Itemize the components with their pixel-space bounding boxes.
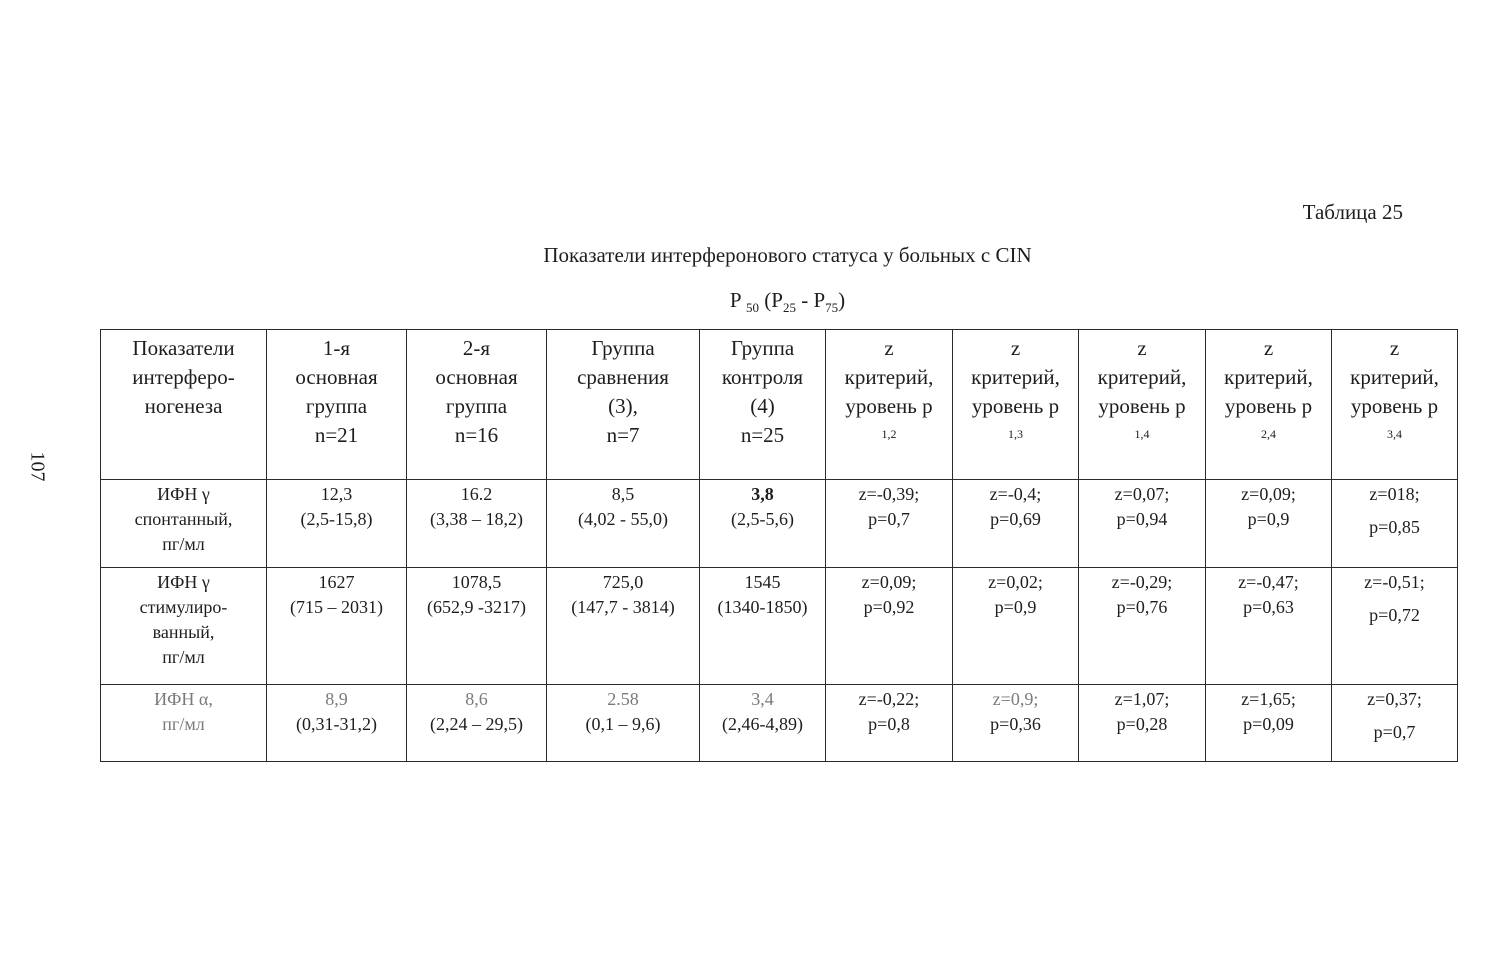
p-value: p=0,28: [1116, 714, 1168, 734]
table-label: Таблица 25: [1302, 200, 1403, 224]
median-value: 1078,5: [451, 572, 502, 592]
header-cell: [101, 330, 267, 480]
page-number: 107: [26, 451, 49, 482]
header-index: 1,2: [881, 427, 897, 441]
header-line: z: [884, 336, 894, 360]
table-title: Показатели интерферонового статуса у больных с CIN: [543, 243, 1032, 267]
header-line: уровень p: [1350, 394, 1439, 418]
median-value: 16.2: [460, 484, 493, 504]
z-value: z=0,07;: [1114, 484, 1170, 504]
header-line: n=16: [454, 423, 499, 447]
range-value: (0,31-31,2): [296, 714, 377, 734]
header-cell: [1079, 330, 1206, 480]
header-line: критерий,: [1224, 365, 1313, 389]
table-row: [101, 568, 1458, 685]
table-cell: [826, 480, 953, 568]
table-cell: [953, 685, 1079, 762]
range-value: (2,24 – 29,5): [430, 714, 523, 734]
row-label: [101, 685, 267, 762]
median-value: 2.58: [607, 689, 639, 709]
row-label-line: стимулиро-: [139, 597, 228, 617]
z-value: z=1,65;: [1241, 689, 1296, 709]
z-value: z=0,37;: [1367, 689, 1422, 709]
p-value: p=0,8: [868, 714, 910, 734]
table-cell: [953, 480, 1079, 568]
header-cell: [826, 330, 953, 480]
p-value: p=0,92: [863, 597, 915, 617]
header-line: n=7: [606, 423, 640, 447]
header-line: ногенеза: [144, 394, 223, 418]
table-cell: [1079, 568, 1206, 685]
header-line: z: [1263, 336, 1274, 360]
table-cell: [1206, 568, 1332, 685]
table-cell: [826, 568, 953, 685]
range-value: (147,7 - 3814): [571, 597, 675, 617]
range-value: (3,38 – 18,2): [430, 509, 523, 529]
z-value: z=018;: [1369, 484, 1420, 504]
median-value: 8,6: [465, 689, 488, 709]
header-line: критерий,: [971, 365, 1060, 389]
table-cell: [407, 480, 547, 568]
header-line: основная: [435, 365, 518, 389]
table-cell: [547, 685, 700, 762]
table-cell: [1206, 685, 1332, 762]
z-value: z=0,02;: [988, 572, 1043, 592]
header-cell: [407, 330, 547, 480]
p-value: p=0,76: [1116, 597, 1168, 617]
header-cell: [1332, 330, 1458, 480]
z-value: z=-0,39;: [858, 484, 920, 504]
header-line: группа: [445, 394, 508, 418]
row-label: [101, 568, 267, 685]
header-line: z: [1137, 336, 1147, 360]
header-line: уровень p: [971, 394, 1060, 418]
z-value: z=0,09;: [1241, 484, 1296, 504]
row-label-line: спонтанный,: [134, 509, 233, 529]
row-label-line: пг/мл: [162, 714, 205, 734]
table-cell: [700, 480, 826, 568]
p-value: p=0,7: [1373, 722, 1416, 742]
row-label-line: ванный,: [152, 622, 215, 642]
header-cell: [547, 330, 700, 480]
subtitle-p25-sub: 25: [782, 300, 796, 316]
header-line: уровень p: [1098, 394, 1186, 418]
p-value: p=0,9: [994, 597, 1037, 617]
row-label-line: ИФН γ: [157, 484, 210, 504]
z-value: z=-0,51;: [1364, 572, 1425, 592]
header-index: 1,4: [1134, 427, 1150, 441]
header-cell: [953, 330, 1079, 480]
table-cell: [267, 480, 407, 568]
table-cell: [267, 568, 407, 685]
header-line: z: [1389, 336, 1400, 360]
header-row: [101, 330, 1458, 480]
header-line: критерий,: [1097, 365, 1187, 389]
header-line: контроля: [721, 365, 804, 389]
table-cell: [1332, 685, 1458, 762]
median-value: 3,4: [751, 689, 774, 709]
header-line: Группа: [591, 336, 655, 360]
range-value: (652,9 -3217): [427, 597, 526, 617]
table-cell: [407, 568, 547, 685]
p-value: p=0,9: [1247, 509, 1290, 529]
z-value: z=0,09;: [861, 572, 917, 592]
subtitle-p50-sub: 50: [746, 300, 760, 316]
table-cell: [826, 685, 953, 762]
interferon-table: [100, 329, 1458, 762]
subtitle-close: ): [838, 288, 846, 312]
median-value: 1545: [744, 572, 781, 592]
subtitle-p75-sub: 75: [825, 300, 839, 316]
range-value: (4,02 - 55,0): [578, 509, 668, 529]
subtitle-p50: P: [729, 288, 747, 312]
median-value: 8,9: [325, 689, 348, 709]
row-label-line: ИФН α,: [154, 689, 213, 709]
p-value: p=0,94: [1116, 509, 1168, 529]
z-value: z=-0,47;: [1238, 572, 1299, 592]
z-value: z=-0,4;: [989, 484, 1042, 504]
table-cell: [700, 685, 826, 762]
p-value: p=0,09: [1243, 714, 1294, 734]
table-cell: [700, 568, 826, 685]
header-cell: [1206, 330, 1332, 480]
header-cell: [700, 330, 826, 480]
header-line: Группа: [730, 336, 795, 360]
table-cell: [1332, 568, 1458, 685]
header-index: 3,4: [1387, 427, 1402, 441]
table-cell: [1079, 685, 1206, 762]
header-line: сравнения: [577, 365, 669, 389]
header-line: z: [1010, 336, 1021, 360]
z-value: z=0,9;: [992, 689, 1039, 709]
header-line: группа: [305, 394, 368, 418]
table-cell: [547, 480, 700, 568]
header-line: основная: [295, 365, 378, 389]
row-label: [101, 480, 267, 568]
table-row: [101, 480, 1458, 568]
table-row: [101, 685, 1458, 762]
median-value: 3,8: [751, 484, 774, 504]
row-label-line: пг/мл: [162, 647, 205, 667]
row-label-line: пг/мл: [162, 534, 205, 554]
header-line: критерий,: [1350, 365, 1439, 389]
header-line: (4): [750, 394, 775, 418]
range-value: (0,1 – 9,6): [585, 714, 661, 734]
header-line: 1-я: [322, 336, 351, 360]
table-subtitle: [0, 288, 1485, 316]
median-value: 1627: [318, 572, 355, 592]
table-cell: [1206, 480, 1332, 568]
header-index: 1,3: [1008, 427, 1023, 441]
row-label-line: ИФН γ: [157, 572, 210, 592]
range-value: (715 – 2031): [290, 597, 383, 617]
z-value: z=-0,22;: [858, 689, 920, 709]
header-line: критерий,: [844, 365, 934, 389]
header-line: уровень p: [845, 394, 933, 418]
range-value: (2,5-5,6): [731, 509, 794, 529]
range-value: (2,5-15,8): [300, 509, 373, 529]
z-value: z=1,07;: [1114, 689, 1170, 709]
subtitle-dash: - P: [795, 288, 826, 312]
p-value: p=0,36: [990, 714, 1041, 734]
header-line: уровень p: [1224, 394, 1313, 418]
table-cell: [1079, 480, 1206, 568]
p-value: p=0,69: [990, 509, 1041, 529]
table-cell: [953, 568, 1079, 685]
table-cell: [267, 685, 407, 762]
range-value: (2,46-4,89): [722, 714, 803, 734]
header-line: n=21: [314, 423, 359, 447]
p-value: p=0,7: [868, 509, 910, 529]
header-line: 2-я: [462, 336, 491, 360]
header-index: 2,4: [1261, 427, 1276, 441]
median-value: 12,3: [320, 484, 353, 504]
median-value: 725,0: [602, 572, 644, 592]
subtitle-p25: (P: [759, 288, 783, 312]
header-line: Показатели: [132, 336, 235, 360]
table-cell: [1332, 480, 1458, 568]
header-cell: [267, 330, 407, 480]
header-line: (3),: [608, 394, 638, 418]
median-value: 8,5: [611, 484, 635, 504]
p-value: p=0,63: [1243, 597, 1294, 617]
z-value: z=-0,29;: [1111, 572, 1173, 592]
table-cell: [407, 685, 547, 762]
table-cell: [547, 568, 700, 685]
p-value: p=0,72: [1369, 605, 1420, 625]
header-line: n=25: [740, 423, 785, 447]
range-value: (1340-1850): [717, 597, 808, 617]
p-value: p=0,85: [1369, 517, 1420, 537]
header-line: интерферо-: [132, 365, 235, 389]
